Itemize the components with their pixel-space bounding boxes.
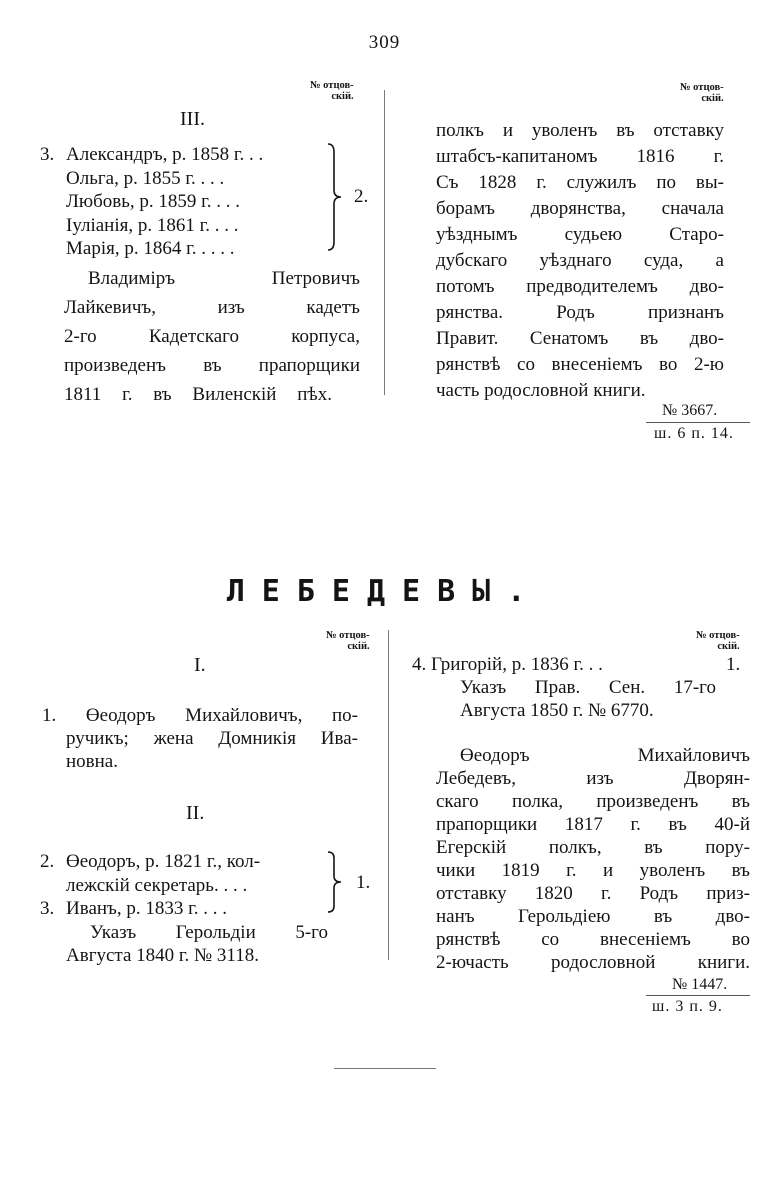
paragraph-line: Августа 1840 г. № 3118.	[66, 945, 259, 966]
entry-number: 2.	[40, 851, 55, 872]
shelf-mark: ш. 6 п. 14.	[654, 425, 734, 442]
entry-text: Іуліанія, р. 1861 г. . . .	[66, 214, 239, 236]
entry-text: Марія, р. 1864 г. . . . .	[66, 238, 235, 259]
child-entry	[40, 143, 263, 167]
child-entry	[40, 214, 263, 238]
paragraph-line: Указъ Герольдіи 5-го	[90, 922, 328, 943]
child-entry: 4. Григорій, р. 1836 г. . .	[412, 654, 603, 675]
page-number: 309	[368, 32, 401, 53]
otc-label-line1: № отцов-	[696, 630, 740, 641]
paragraph-line: штабсъ-капитаномъ 1816 г.	[436, 146, 724, 167]
paragraph-line: рянствѣ со внесеніемъ во 2-ю	[436, 354, 724, 375]
father-number: 1.	[726, 654, 741, 675]
entry-number: 3.	[40, 898, 55, 919]
paragraph-line: уѣзднымъ судьею Старо-	[436, 224, 724, 245]
paragraph-line: ручикъ; жена Домникія Ива-	[66, 728, 358, 749]
child-entry	[40, 190, 263, 214]
paragraph-line: потомъ предводителемъ дво-	[436, 276, 724, 297]
father-number-label-left	[310, 80, 354, 102]
entry-text: Өеодоръ, р. 1821 г., кол-	[66, 851, 261, 872]
record-number: № 1447.	[672, 976, 728, 993]
paragraph-line: полкъ и уволенъ въ отставку	[436, 120, 724, 141]
brace-icon	[326, 142, 344, 252]
paragraph-line: скаго полка, произведенъ въ	[436, 791, 750, 812]
family-heading: ЛЕБЕДЕВЫ.	[226, 574, 543, 609]
generation-numeral: II.	[186, 802, 205, 824]
child-entry	[40, 237, 263, 261]
paragraph-line: прапорщики 1817 г. въ 40-й	[436, 814, 750, 835]
paragraph-line: Егерскій полкъ, въ пору-	[436, 837, 750, 858]
record-number: № 3667.	[662, 402, 718, 419]
paragraph-line: рянствѣ со внесеніемъ во	[436, 929, 750, 950]
otc-label-line1: № отцов-	[680, 82, 724, 93]
otc-label-line2: скій.	[347, 641, 370, 652]
child-entry	[40, 850, 260, 874]
entry-text: лежскій секретарь. . . .	[66, 874, 248, 896]
child-entry	[40, 897, 260, 921]
paragraph-line: 2-ючасть родословной книги.	[436, 952, 750, 973]
paragraph-line: 1. Өеодоръ Михайловичъ, по-	[42, 705, 358, 726]
children-list	[40, 850, 260, 921]
column-divider	[388, 630, 389, 960]
father-number-label-right	[680, 82, 724, 104]
paragraph-line: новна.	[66, 751, 118, 772]
paragraph-line: чики 1819 г. и уволенъ въ	[436, 860, 750, 881]
father-number: 2.	[354, 186, 369, 207]
father-number-label-right	[696, 630, 740, 652]
paragraph-line: Өеодоръ Михайловичъ	[460, 745, 750, 766]
paragraph-line: нанъ Герольдіею въ дво-	[436, 906, 750, 927]
paragraph-line: отставку 1820 г. Родъ приз-	[436, 883, 750, 904]
children-list	[40, 143, 263, 261]
paragraph-line: борамъ дворянства, сначала	[436, 198, 724, 219]
entry-text: Иванъ, р. 1833 г. . . .	[66, 898, 228, 919]
otc-label-line2: скій.	[331, 91, 354, 102]
paragraph-line: рянства. Родъ признанъ	[436, 302, 724, 323]
record-rule	[646, 995, 750, 996]
entry-text: Ольга, р. 1855 г. . . .	[66, 167, 225, 189]
entry-text: Александръ, р. 1858 г. . .	[66, 144, 264, 165]
paragraph-line: 2-го Кадетскаго корпуса,	[64, 326, 360, 347]
entry-text: Любовь, р. 1859 г. . . .	[66, 191, 241, 212]
paragraph-line: 1811 г. въ Виленскій пѣх.	[64, 384, 332, 405]
paragraph-line: Владиміръ Петровичъ	[88, 268, 360, 289]
brace-icon	[326, 850, 344, 914]
section-separator	[334, 1068, 436, 1069]
child-entry	[40, 167, 263, 191]
otc-label-line2: скій.	[717, 641, 740, 652]
generation-numeral: III.	[180, 108, 205, 130]
paragraph-line: Лайкевичъ, изъ кадетъ	[64, 297, 360, 318]
record-rule	[646, 422, 750, 423]
generation-numeral: I.	[194, 654, 206, 676]
paragraph-line: Августа 1850 г. № 6770.	[460, 700, 654, 721]
paragraph-line: часть родословной книги.	[436, 380, 646, 401]
otc-label-line2: скій.	[701, 93, 724, 104]
paragraph-line: дубскаго уѣзднаго суда, а	[436, 250, 724, 271]
child-entry	[40, 874, 260, 898]
otc-label-line1: № отцов-	[326, 630, 370, 641]
father-number: 1.	[356, 872, 371, 893]
paragraph-line: Лебедевъ, изъ Дворян-	[436, 768, 750, 789]
shelf-mark: ш. 3 п. 9.	[652, 998, 723, 1015]
paragraph-line: Правит. Сенатомъ въ дво-	[436, 328, 724, 349]
paragraph-line: Съ 1828 г. служилъ по вы-	[436, 172, 724, 193]
column-divider	[384, 90, 385, 395]
paragraph-line: Указъ Прав. Сен. 17-го	[460, 677, 716, 698]
paragraph-line: произведенъ въ прапорщики	[64, 355, 360, 376]
father-number-label-left	[326, 630, 370, 652]
otc-label-line1: № отцов-	[310, 80, 354, 91]
entry-number: 3.	[40, 144, 55, 165]
